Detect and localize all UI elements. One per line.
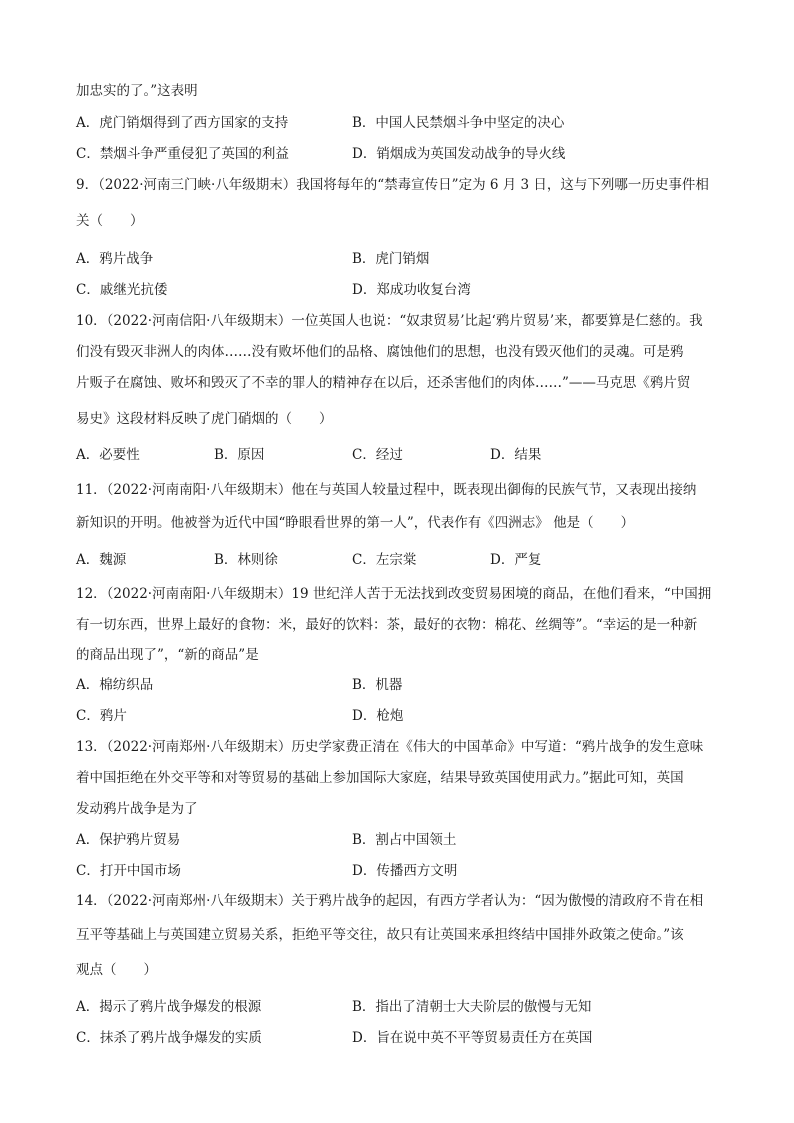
question-14-option-c[interactable]: C．抹杀了鸦片战争爆发的实质 — [76, 1030, 262, 1046]
question-9-option-c[interactable]: C．戚继光抗倭 — [76, 282, 168, 298]
question-11-stem-line: 11．（2022·河南南阳·八年级期末）他在与英国人较量过程中，既表现出御侮的民族气节，又表现出接纳 — [76, 482, 697, 498]
question-12-stem-line: 12．（2022·河南南阳·八年级期末）19 世纪洋人苦于无法找到改变贸易困境的商品，在他们看来，“中国拥 — [76, 586, 712, 602]
question-12-option-b[interactable]: B．机器 — [352, 677, 403, 693]
question-8-option-a[interactable]: A．虎门销烟得到了西方国家的支持 — [76, 115, 289, 131]
question-12-option-c[interactable]: C．鸦片 — [76, 708, 127, 724]
question-13-stem-line: 13．（2022·河南郑州·八年级期末）历史学家费正清在《伟大的中国革命》中写道：“鸦片战争的发生意味 — [76, 739, 704, 755]
question-10-option-d[interactable]: D．结果 — [490, 447, 542, 463]
question-13-option-d[interactable]: D．传播西方文明 — [352, 863, 458, 879]
question-14-option-a[interactable]: A．揭示了鸦片战争爆发的根源 — [76, 999, 262, 1015]
question-8-option-c[interactable]: C．禁烟斗争严重侵犯了英国的利益 — [76, 146, 289, 162]
question-10-option-a[interactable]: A．必要性 — [76, 447, 140, 463]
question-9-option-b[interactable]: B．虎门销烟 — [352, 251, 430, 267]
question-10-option-c[interactable]: C．经过 — [352, 447, 403, 463]
question-8-stem-line: 加忠实的了。”这表明 — [76, 83, 198, 99]
question-9-option-d[interactable]: D．郑成功收复台湾 — [352, 282, 471, 298]
question-8-option-b[interactable]: B．中国人民禁烟斗争中坚定的决心 — [352, 115, 565, 131]
question-11-option-d[interactable]: D．严复 — [490, 552, 542, 568]
question-9-stem-line: 关（ ） — [76, 213, 144, 229]
question-10-option-b[interactable]: B．原因 — [214, 447, 265, 463]
question-13-stem-line: 着中国拒绝在外交平等和对等贸易的基础上参加国际大家庭，结果导致英国使用武力。”据此可知，英国 — [76, 770, 684, 786]
question-14-option-b[interactable]: B．指出了清朝士大夫阶层的傲慢与无知 — [352, 999, 592, 1015]
question-12-stem-line: 有一切东西，世界上最好的食物：米，最好的饮料：茶，最好的衣物：棉花、丝绸等”。“幸运的是一种新 — [76, 617, 698, 633]
question-8-option-d[interactable]: D．销烟成为英国发动战争的导火线 — [352, 146, 566, 162]
question-10-stem-line: 片贩子在腐蚀、败坏和毁灭了不幸的罪人的精神存在以后，还杀害他们的肉体……”——马克思《鸦片贸 — [76, 375, 691, 391]
question-13-option-b[interactable]: B．割占中国领土 — [352, 832, 457, 848]
question-10-stem-line: 们没有毁灭非洲人的肉体……没有败坏他们的品格、腐蚀他们的思想，也没有毁灭他们的灵魂。可是鸦 — [76, 344, 684, 360]
question-14-stem-line: 观点（ ） — [76, 962, 157, 978]
question-13-option-a[interactable]: A．保护鸦片贸易 — [76, 832, 181, 848]
question-11-option-b[interactable]: B．林则徐 — [214, 552, 278, 568]
question-11-option-a[interactable]: A．魏源 — [76, 552, 127, 568]
question-12-option-a[interactable]: A．棉纺织品 — [76, 677, 154, 693]
question-14-stem-line: 14．（2022·河南郑州·八年级期末）关于鸦片战争的起因，有西方学者认为：“因为傲慢的清政府不肯在相 — [76, 893, 704, 909]
question-11-stem-line: 新知识的开明。他被誉为近代中国“睁眼看世界的第一人”，代表作有《四洲志》 他是（ ） — [76, 515, 635, 531]
question-13-option-c[interactable]: C．打开中国市场 — [76, 863, 181, 879]
question-12-stem-line: 的商品出现了”，“新的商品”是 — [76, 647, 259, 663]
question-12-option-d[interactable]: D．枪炮 — [352, 708, 404, 724]
question-10-stem-line: 10．（2022·河南信阳·八年级期末）一位英国人也说：“奴隶贸易’比起‘鸦片贸易’来，都要算是仁慈的。我 — [76, 313, 703, 329]
question-10-stem-line: 易史》这段材料反映了虎门硝烟的（ ） — [76, 411, 333, 427]
question-14-stem-line: 互平等基础上与英国建立贸易关系，拒绝平等交往，故只有让英国来承担终结中国排外政策之使命。”该 — [76, 927, 684, 943]
question-11-option-c[interactable]: C．左宗棠 — [352, 552, 417, 568]
question-9-stem-line: 9．（2022·河南三门峡·八年级期末）我国将每年的“禁毒宣传日”定为 6 月 3 日，这与下列哪一历史事件相 — [76, 177, 709, 193]
question-9-option-a[interactable]: A．鸦片战争 — [76, 251, 154, 267]
question-14-option-d[interactable]: D．旨在说中英不平等贸易责任方在英国 — [352, 1030, 593, 1046]
question-13-stem-line: 发动鸦片战争是为了 — [76, 801, 198, 817]
